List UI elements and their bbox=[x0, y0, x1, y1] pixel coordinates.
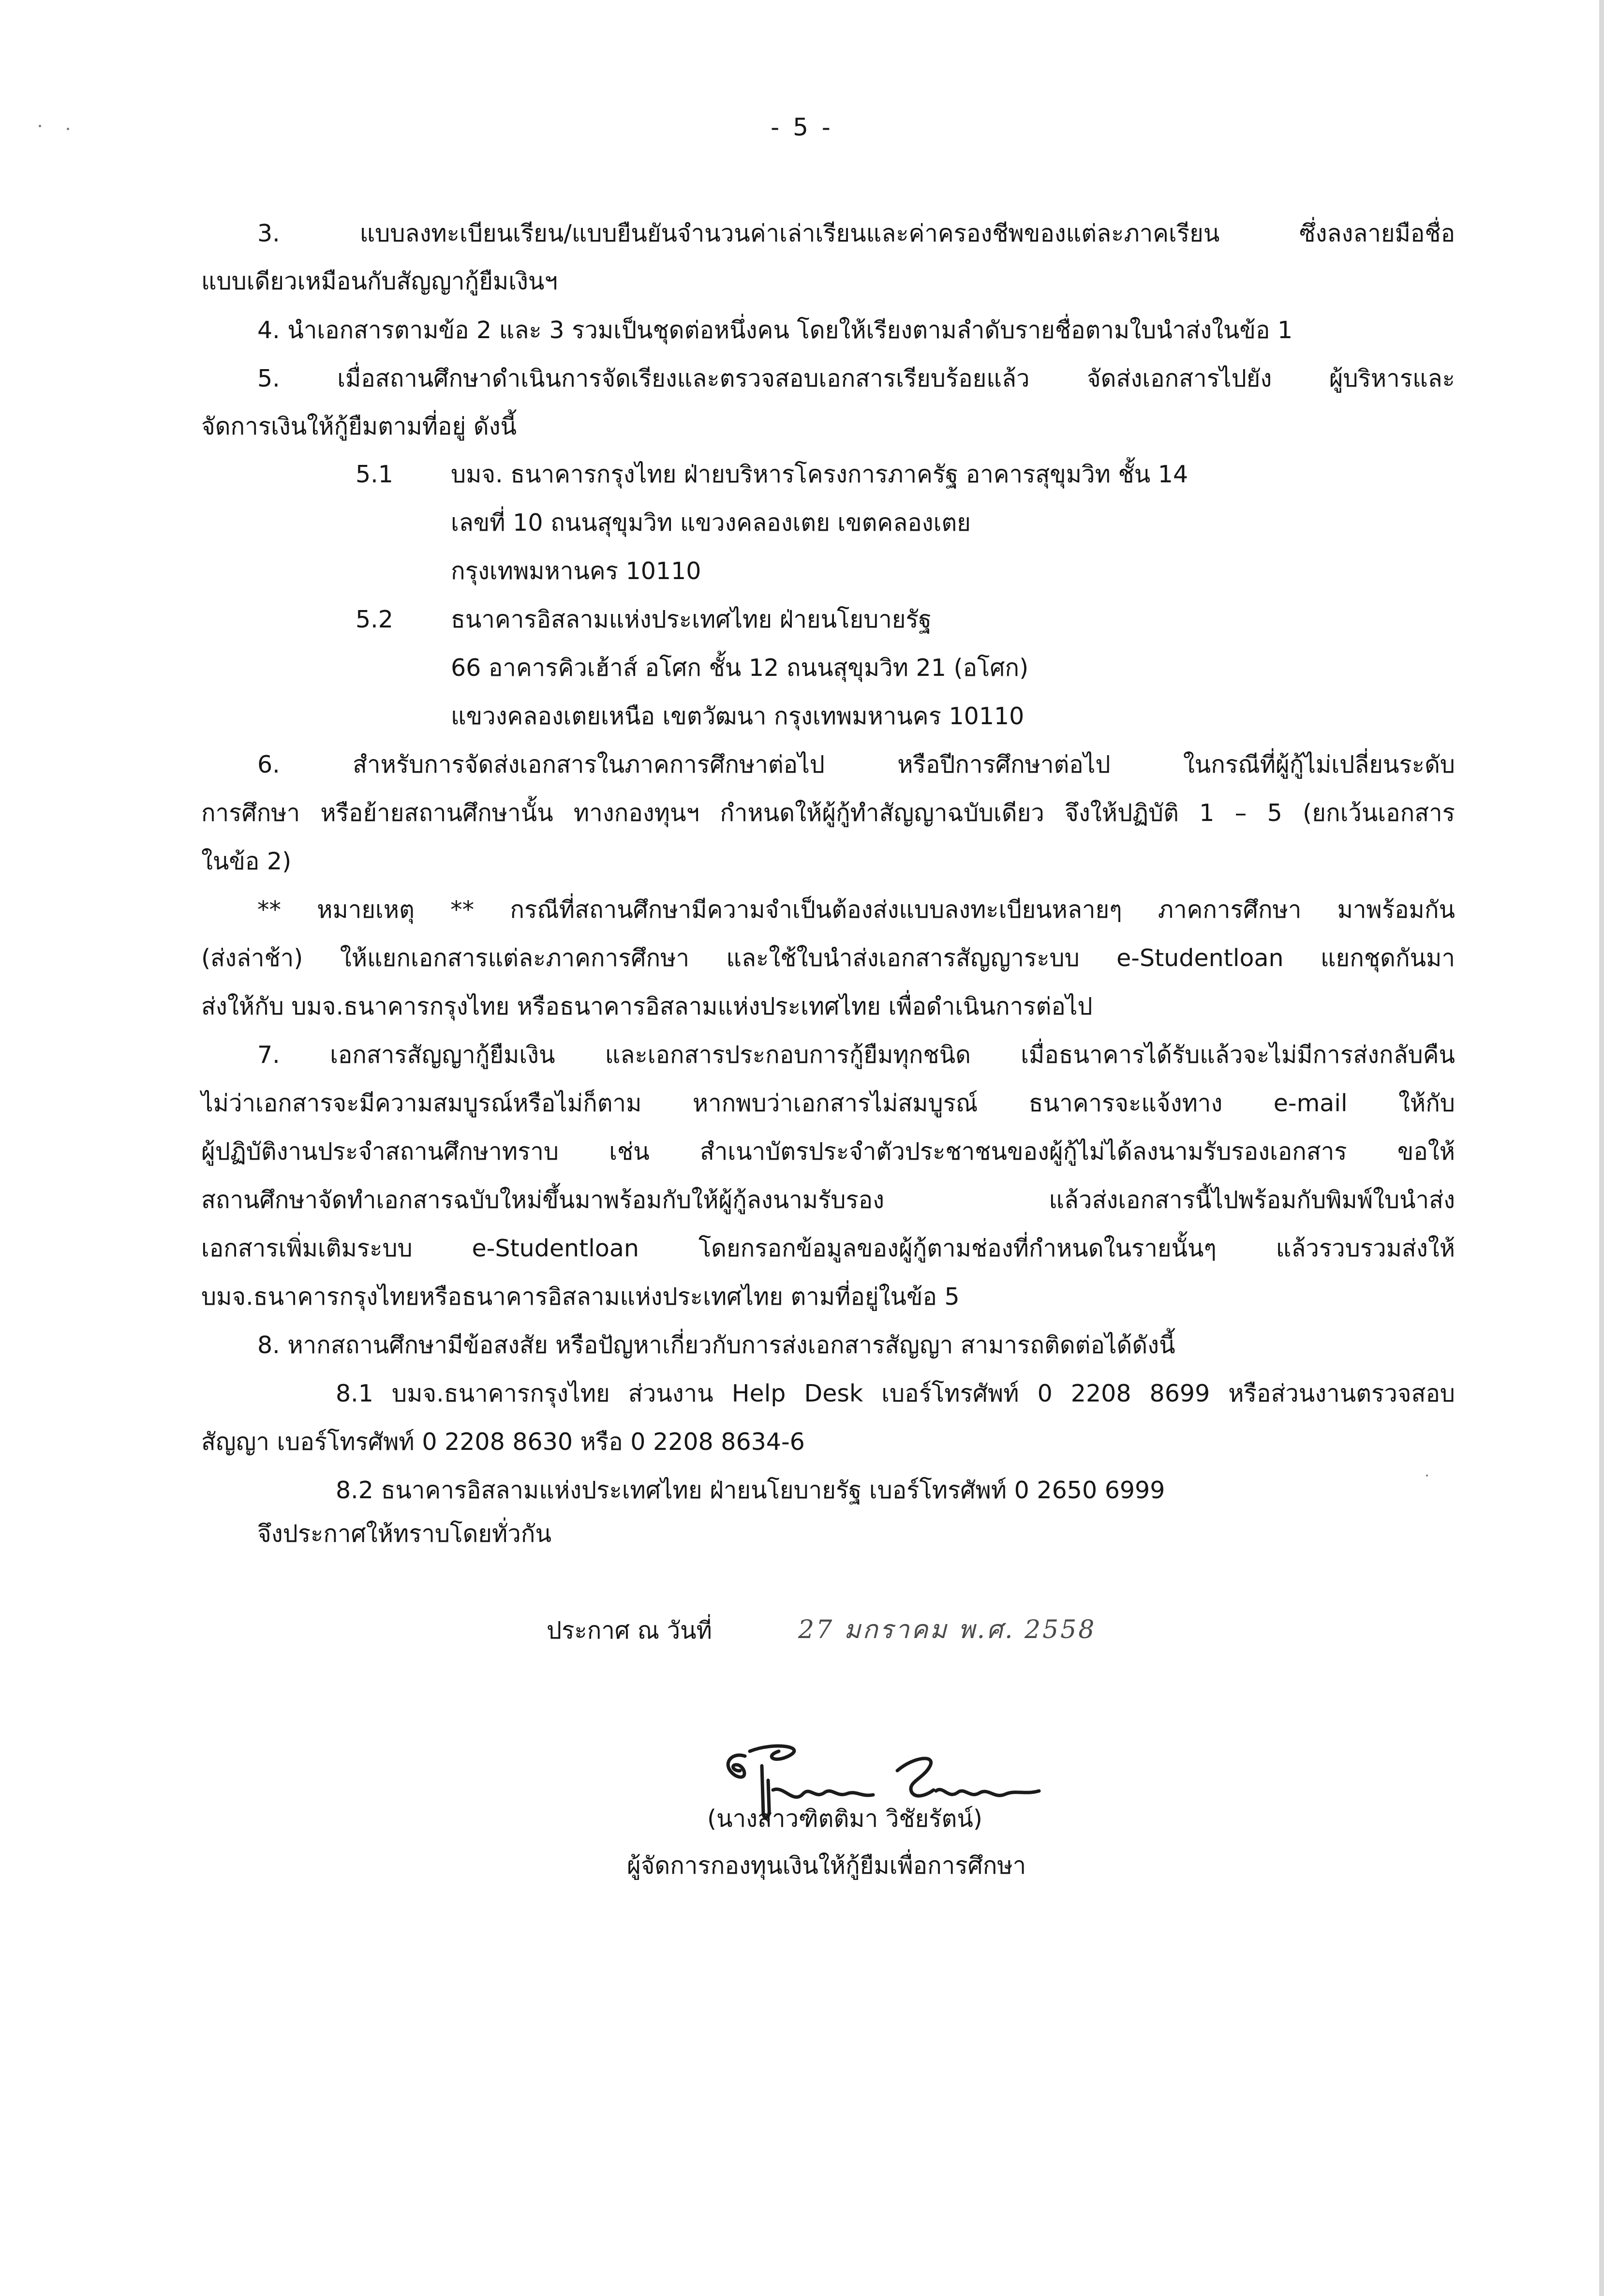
item-5-line-1: 5. เมื่อสถานศึกษาดำเนินการจัดเรียงและตรวจสอบเอกสารเรียบร้อยแล้ว จัดส่งเอกสารไปยัง ผู้บริหารและ bbox=[257, 365, 1455, 392]
item-7-line-2: ไม่ว่าเอกสารจะมีความสมบูรณ์หรือไม่ก็ตาม หากพบว่าเอกสารไม่สมบูรณ์ ธนาคารจะแจ้งทาง e-mail ให้กับ bbox=[201, 1089, 1455, 1117]
item-6-line-3: ในข้อ 2) bbox=[201, 848, 292, 875]
item-5-1-number: 5.1 bbox=[356, 461, 393, 488]
item-5-2-line-1: ธนาคารอิสลามแห่งประเทศไทย ฝ่ายนโยบายรัฐ bbox=[451, 606, 932, 633]
item-7-line-3: ผู้ปฏิบัติงานประจำสถานศึกษาทราบ เช่น สำเนาบัตรประจำตัวประชาชนของผู้กู้ไม่ได้ลงนามรับรองเอกสาร ขอให้ bbox=[201, 1138, 1455, 1165]
date-prefix: ประกาศ ณ วันที่ bbox=[547, 1617, 712, 1644]
item-8-1-line-1: 8.1 บมจ.ธนาคารกรุงไทย ส่วนงาน Help Desk เบอร์โทรศัพท์ 0 2208 8699 หรือส่วนงานตรวจสอบ bbox=[336, 1380, 1455, 1407]
item-8: 8. หากสถานศึกษามีข้อสงสัย หรือปัญหาเกี่ยวกับการส่งเอกสารสัญญา สามารถติดต่อได้ดังนี้ bbox=[257, 1331, 1175, 1359]
scan-speck bbox=[1426, 1475, 1428, 1476]
item-5-1-line-3: กรุงเทพมหานคร 10110 bbox=[451, 557, 701, 585]
item-5-line-2: จัดการเงินให้กู้ยืมตามที่อยู่ ดังนี้ bbox=[201, 413, 517, 440]
item-8-2: 8.2 ธนาคารอิสลามแห่งประเทศไทย ฝ่ายนโยบายรัฐ เบอร์โทรศัพท์ 0 2650 6999 bbox=[336, 1476, 1165, 1504]
note-line-2: (ส่งล่าช้า) ให้แยกเอกสารแต่ละภาคการศึกษา และใช้ใบนำส่งเอกสารสัญญาระบบ e-Studentloan แยกชุดกันมา bbox=[201, 944, 1455, 972]
item-5-2-number: 5.2 bbox=[356, 606, 393, 633]
item-5-1-line-1: บมจ. ธนาคารกรุงไทย ฝ่ายบริหารโครงการภาครัฐ อาคารสุขุมวิท ชั้น 14 bbox=[451, 461, 1188, 488]
item-6-line-1: 6. สำหรับการจัดส่งเอกสารในภาคการศึกษาต่อไป หรือปีการศึกษาต่อไป ในกรณีที่ผู้กู้ไม่เปลี่ยนระดับ bbox=[257, 751, 1455, 778]
item-8-1-line-2: สัญญา เบอร์โทรศัพท์ 0 2208 8630 หรือ 0 2208 8634-6 bbox=[201, 1428, 805, 1456]
item-7-line-5: เอกสารเพิ่มเติมระบบ e-Studentloan โดยกรอกข้อมูลของผู้กู้ตามช่องที่กำหนดในรายนั้นๆ แล้วรวบรวมส่งให้ bbox=[201, 1235, 1455, 1262]
signer-name: (นางสาวฑิตติมา วิชัยรัตน์) bbox=[707, 1805, 982, 1833]
announcement: จึงประกาศให้ทราบโดยทั่วกัน bbox=[257, 1520, 551, 1548]
signer-title: ผู้จัดการกองทุนเงินให้กู้ยืมเพื่อการศึกษา bbox=[627, 1852, 1026, 1879]
item-5-1-line-2: เลขที่ 10 ถนนสุขุมวิท แขวงคลองเตย เขตคลองเตย bbox=[451, 509, 971, 537]
item-7-line-6: บมจ.ธนาคารกรุงไทยหรือธนาคารอิสลามแห่งประเทศไทย ตามที่อยู่ในข้อ 5 bbox=[201, 1283, 960, 1311]
date-handwritten: 27 มกราคม พ.ศ. 2558 bbox=[798, 1615, 1097, 1644]
note-line-3: ส่งให้กับ บมจ.ธนาคารกรุงไทย หรือธนาคารอิสลามแห่งประเทศไทย เพื่อดำเนินการต่อไป bbox=[201, 993, 1093, 1020]
item-3-line-2: แบบเดียวเหมือนกับสัญญากู้ยืมเงินฯ bbox=[201, 268, 558, 295]
item-3-line-1: 3. แบบลงทะเบียนเรียน/แบบยืนยันจำนวนค่าเล่าเรียนและค่าครองชีพของแต่ละภาคเรียน ซึ่งลงลายมือชื่อ bbox=[257, 220, 1455, 247]
item-7-line-4: สถานศึกษาจัดทำเอกสารฉบับใหม่ขึ้นมาพร้อมกับให้ผู้กู้ลงนามรับรอง แล้วส่งเอกสารนี้ไปพร้อมกับพิมพ์ใบนำส่ง bbox=[201, 1186, 1455, 1214]
item-5-2-line-3: แขวงคลองเตยเหนือ เขตวัฒนา กรุงเทพมหานคร 10110 bbox=[451, 702, 1025, 730]
item-4: 4. นำเอกสารตามข้อ 2 และ 3 รวมเป็นชุดต่อหนึ่งคน โดยให้เรียงตามลำดับรายชื่อตามใบนำส่งในข้อ 1 bbox=[257, 316, 1293, 344]
item-5-2-line-2: 66 อาคารคิวเฮ้าส์ อโศก ชั้น 12 ถนนสุขุมวิท 21 (อโศก) bbox=[451, 654, 1029, 682]
note-line-1: ** หมายเหตุ ** กรณีที่สถานศึกษามีความจำเป็นต้องส่งแบบลงทะเบียนหลายๆ ภาคการศึกษา มาพร้อมกัน bbox=[257, 896, 1455, 924]
item-7-line-1: 7. เอกสารสัญญากู้ยืมเงิน และเอกสารประกอบการกู้ยืมทุกชนิด เมื่อธนาคารได้รับแล้วจะไม่มีการส่งกลับคืน bbox=[257, 1041, 1455, 1069]
page-number: - 5 - bbox=[771, 113, 833, 141]
item-6-line-2: การศึกษา หรือย้ายสถานศึกษานั้น ทางกองทุนฯ กำหนดให้ผู้กู้ทำสัญญาฉบับเดียว จึงให้ปฏิบัติ 1 – 5 (ยกเว้นเอกสาร bbox=[201, 799, 1455, 827]
